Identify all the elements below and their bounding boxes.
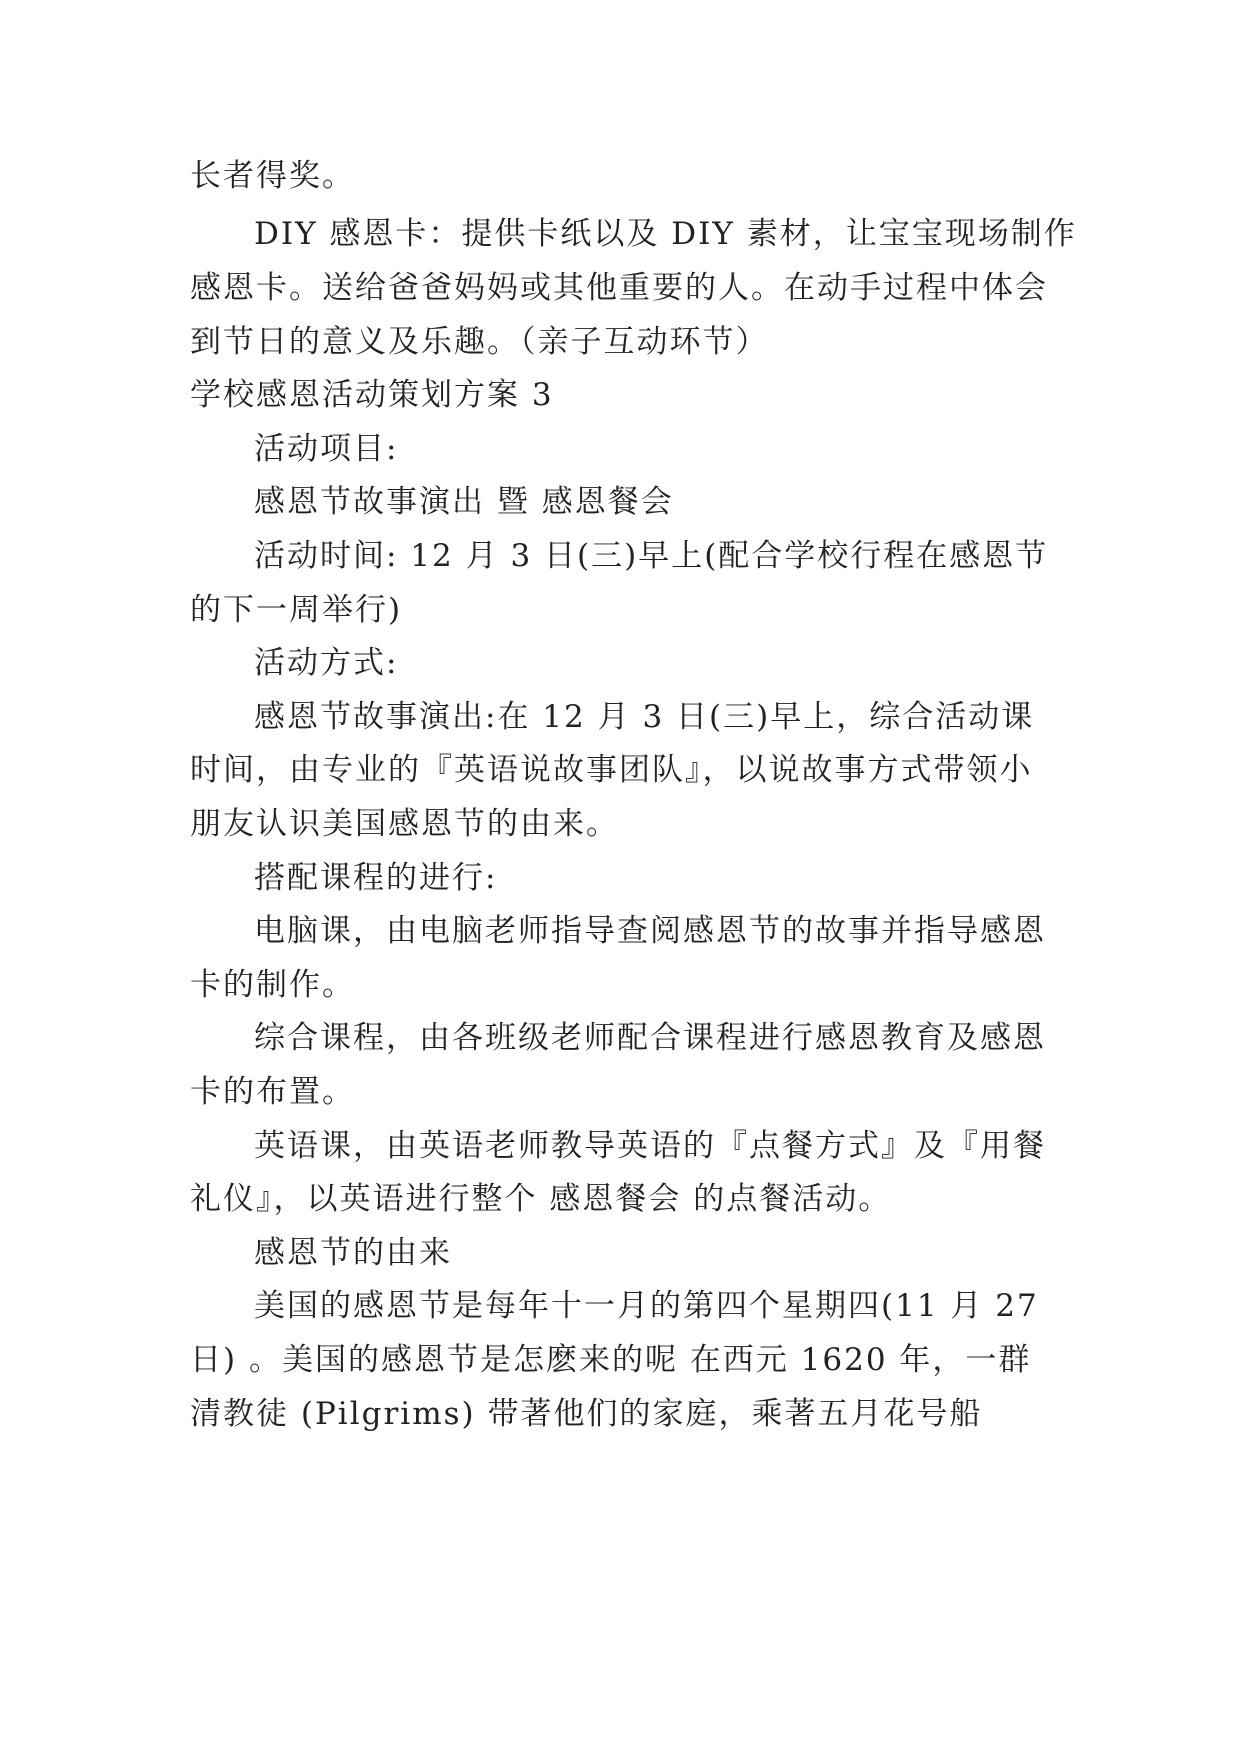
text-line: 日) 。美国的感恩节是怎麽来的呢 在西元 1620 年，一群 bbox=[190, 1342, 1032, 1378]
text-line: 感恩卡。送给爸爸妈妈或其他重要的人。在动手过程中体会 bbox=[190, 270, 1048, 306]
section-heading: 学校感恩活动策划方案 3 bbox=[190, 377, 554, 413]
text-line: 的下一周举行) bbox=[190, 592, 403, 628]
text-line: 长者得奖。 bbox=[190, 158, 355, 194]
text-line: 卡的制作。 bbox=[190, 967, 355, 1003]
text-line: 感恩节的由来 bbox=[254, 1235, 452, 1271]
text-line: 电脑课，由电脑老师指导查阅感恩节的故事并指导感恩 bbox=[254, 913, 1046, 949]
text-line: DIY 感恩卡：提供卡纸以及 DIY 素材，让宝宝现场制作 bbox=[254, 216, 1077, 252]
text-line: 清教徒 (Pilgrims) 带著他们的家庭，乘著五月花号船 bbox=[190, 1396, 983, 1432]
text-line: 活动方式: bbox=[254, 645, 399, 681]
text-line: 活动时间: 12 月 3 日(三)早上(配合学校行程在感恩节 bbox=[254, 538, 1049, 574]
text-line: 感恩节故事演出 暨 感恩餐会 bbox=[254, 484, 674, 520]
text-line: 卡的布置。 bbox=[190, 1074, 355, 1110]
text-line: 综合课程，由各班级老师配合课程进行感恩教育及感恩 bbox=[254, 1020, 1046, 1056]
text-line: 朋友认识美国感恩节的由来。 bbox=[190, 806, 619, 842]
text-line: 时间，由专业的『英语说故事团队』，以说故事方式带领小 bbox=[190, 752, 1033, 788]
text-line: 感恩节故事演出:在 12 月 3 日(三)早上，综合活动课 bbox=[254, 699, 1035, 735]
text-line: 英语课，由英语老师教导英语的『点餐方式』及『用餐 bbox=[254, 1128, 1046, 1164]
text-line: 美国的感恩节是每年十一月的第四个星期四(11 月 27 bbox=[254, 1288, 1039, 1324]
text-line: 搭配课程的进行: bbox=[254, 860, 498, 896]
text-line: 礼仪』，以英语进行整个 感恩餐会 的点餐活动。 bbox=[190, 1181, 892, 1217]
text-line: 到节日的意义及乐趣。（亲子互动环节） bbox=[190, 324, 769, 360]
text-line: 活动项目: bbox=[254, 431, 399, 467]
